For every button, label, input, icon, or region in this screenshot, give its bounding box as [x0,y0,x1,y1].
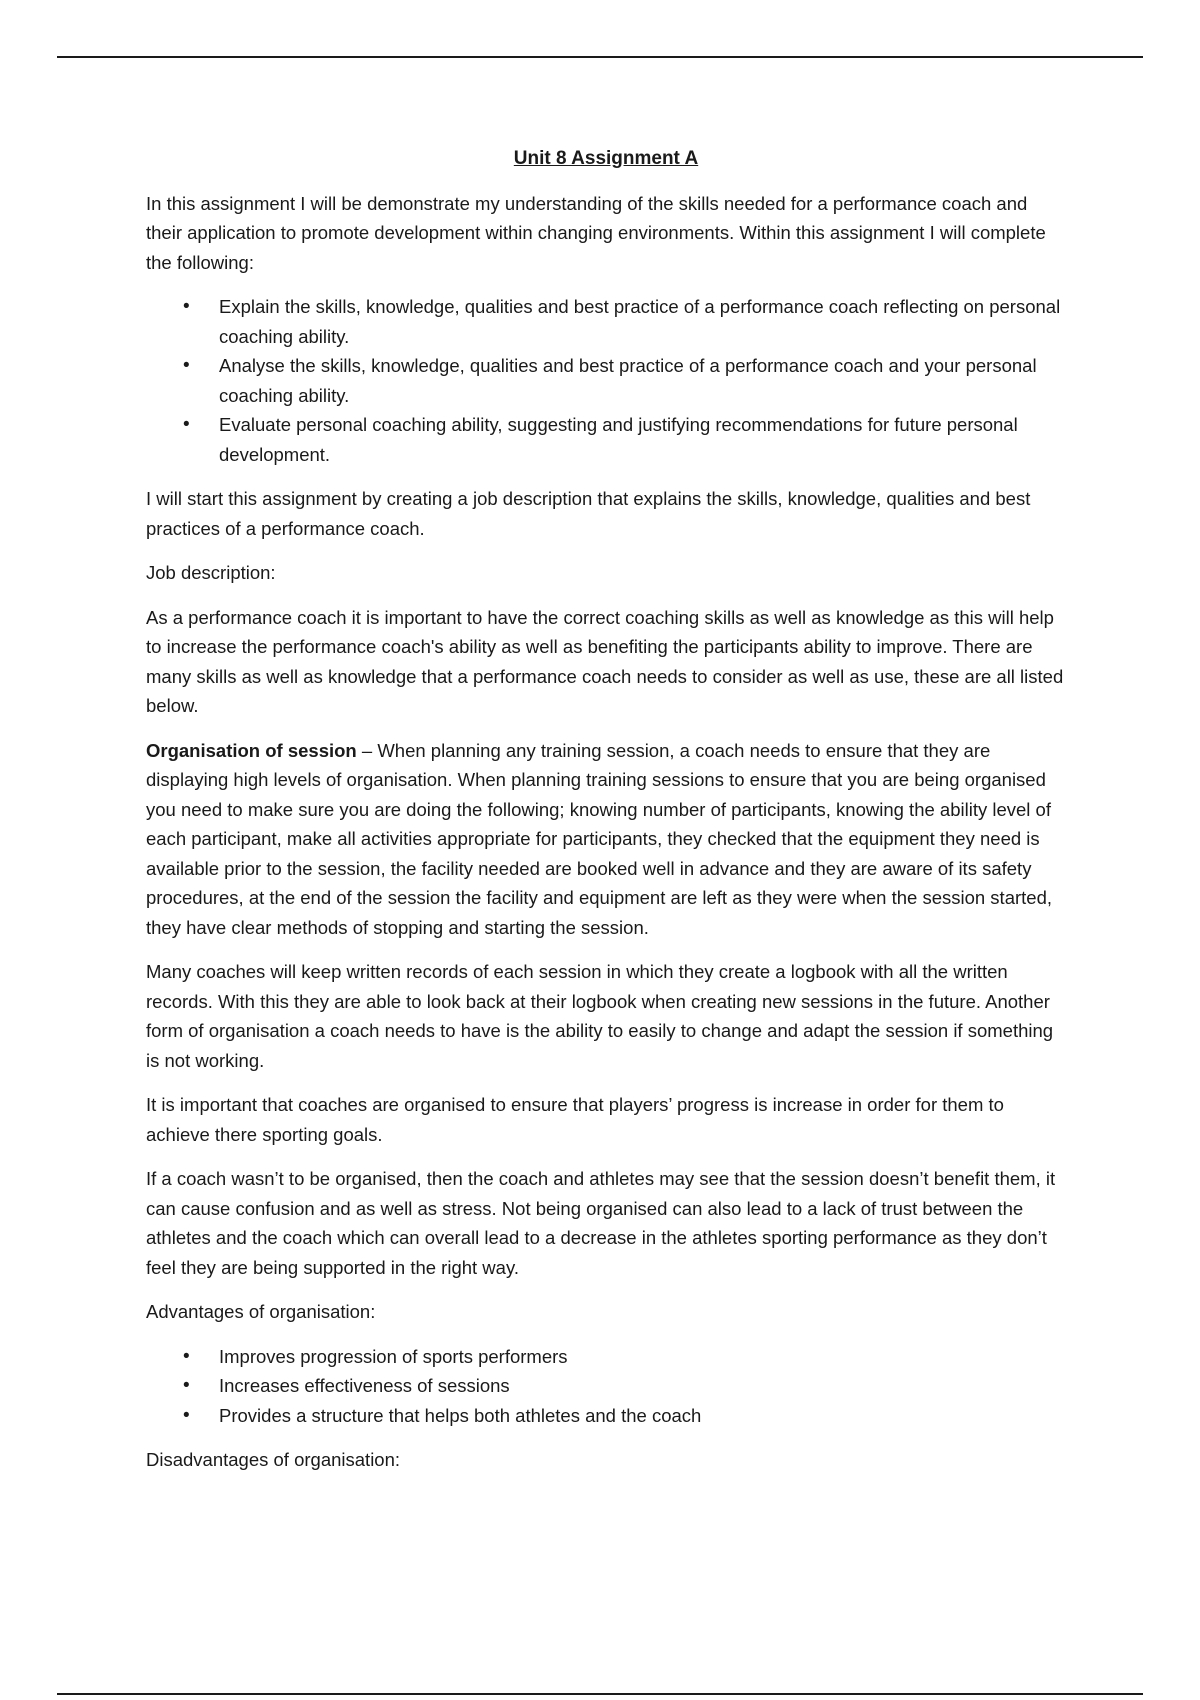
advantages-label: Advantages of organisation: [146,1301,376,1322]
list-item: • Increases effectiveness of sessions [146,1371,1066,1401]
organisation-paragraph [146,736,1066,943]
job-description-label: Job description: [146,562,276,583]
list-item: • Provides a structure that helps both athletes and the coach [146,1401,1066,1431]
records-paragraph: Many coaches will keep written records of each session in which they create a logbook with all the written records. With this they are able to look back at their logbook when creating new sessions in the future. Another form of organisation a coach needs to have is the ability to easily to change and adapt the session if something is not working. [146,961,1054,1071]
list-item: • Improves progression of sports performers [146,1342,1066,1372]
document-page [146,144,1066,1490]
list-item: • Analyse the skills, knowledge, qualities and best practice of a performance coach and your personal coaching ability. [146,351,1066,410]
organisation-text: – When planning any training session, a coach needs to ensure that they are displaying high levels of organisation. When planning training sessions to ensure that you are being organised you need to make sure you are doing the following; knowing number of participants, knowing the ability level of each participant, make all activities appropriate for participants, they checked that the equipment they need is available prior to the session, the facility needed are booked well in advance and they are aware of its safety procedures, at the end of the session the facility and equipment are left as they were when the session started, they have clear methods of stopping and starting the session. [146,739,1053,938]
disadvantages-label: Disadvantages of organisation: [146,1449,401,1470]
importance-paragraph: It is important that coaches are organised to ensure that players’ progress is increase in order for them to achieve there sporting goals. [146,1094,1004,1145]
organisation-heading: Organisation of session [146,739,357,761]
intro-paragraph: In this assignment I will be demonstrate my understanding of the skills needed for a performance coach and their application to promote development within changing environments. Within this assignment I will complete the following: [146,192,1046,273]
list-item: • Explain the skills, knowledge, qualities and best practice of a performance coach reflecting on personal coaching ability. [146,292,1066,351]
list-item: • Evaluate personal coaching ability, suggesting and justifying recommendations for future personal development. [146,410,1066,469]
header-rule [57,56,1143,58]
job-description-intro: As a performance coach it is important to have the correct coaching skills as well as knowledge as this will help to increase the performance coach's ability as well as benefiting the participants ability to improve. There are many skills as well as knowledge that a performance coach needs to consider as well as use, these are all listed below. [146,606,1064,716]
footer-rule [57,1693,1143,1695]
objectives-list [146,292,1066,469]
consequence-paragraph: If a coach wasn’t to be organised, then the coach and athletes may see that the session doesn’t benefit them, it can cause confusion and as well as stress. Not being organised can also lead to a lack of trust between the athletes and the coach which can overall lead to a decrease in the athletes sporting performance as they don’t feel they are being supported in the right way. [146,1168,1056,1278]
start-paragraph: I will start this assignment by creating a job description that explains the skills, knowledge, qualities and best practices of a performance coach. [146,488,1031,539]
document-title: Unit 8 Assignment A [513,148,699,169]
advantages-list [146,1342,1066,1431]
